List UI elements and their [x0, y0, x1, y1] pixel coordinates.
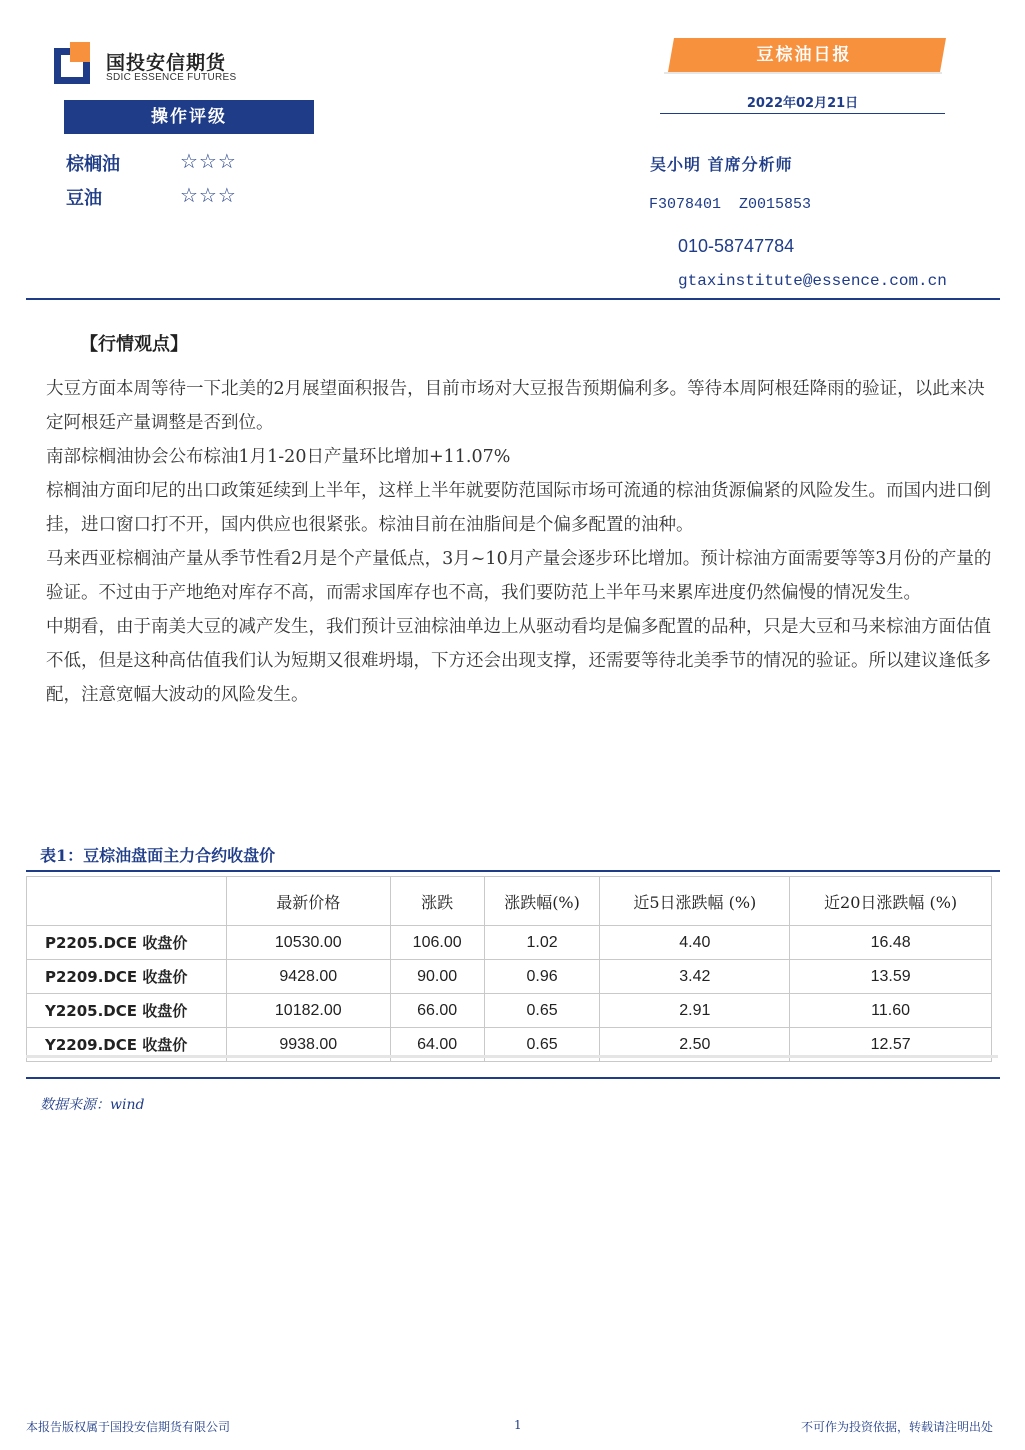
table-caption: 表1：豆棕油盘面主力合约收盘价 — [40, 846, 276, 865]
section-title: 【行情观点】 — [80, 334, 188, 355]
table-cell: 0.96 — [484, 960, 600, 994]
column-header — [27, 877, 227, 926]
price-table — [26, 876, 992, 1062]
table-cell: 10530.00 — [226, 926, 390, 960]
table-cell: 1.02 — [484, 926, 600, 960]
report-date: 2022年02月21日 — [746, 96, 859, 111]
table-cell: Y2209.DCE 收盘价 — [27, 1028, 227, 1062]
company-name-cn: 国投安信期货 — [106, 52, 227, 74]
analyst-phone: 010-58747784 — [678, 236, 795, 256]
rating-item-palm-oil: 棕榈油 — [66, 154, 120, 175]
table-cell: 64.00 — [390, 1028, 484, 1062]
table-cell: 16.48 — [790, 926, 992, 960]
table-cell: 0.65 — [484, 1028, 600, 1062]
analyst-email[interactable]: gtaxinstitute@essence.com.cn — [678, 272, 947, 290]
table-header-row — [27, 877, 992, 926]
table-cell: Y2205.DCE 收盘价 — [27, 994, 227, 1028]
date-underline — [660, 113, 945, 114]
table-cell: 11.60 — [790, 994, 992, 1028]
column-header: 涨跌 — [390, 877, 484, 926]
market-view-text — [46, 372, 996, 712]
table-cell: 12.57 — [790, 1028, 992, 1062]
table-cell: 106.00 — [390, 926, 484, 960]
table-cell: P2205.DCE 收盘价 — [27, 926, 227, 960]
company-name-en: SDIC ESSENCE FUTURES — [106, 72, 237, 83]
header-divider — [26, 298, 1000, 300]
paragraph: 大豆方面本周等待一下北美的2月展望面积报告，目前市场对大豆报告预期偏利多。等待本周阿根廷降雨的验证，以此来决定阿根廷产量调整是否到位。 — [46, 379, 985, 433]
table-cell: 9938.00 — [226, 1028, 390, 1062]
column-header: 近20日涨跌幅 (%) — [790, 877, 992, 926]
table-cell: 3.42 — [600, 960, 790, 994]
table-cell: 90.00 — [390, 960, 484, 994]
column-header: 涨跌幅(%) — [484, 877, 600, 926]
footer-copyright: 本报告版权属于国投安信期货有限公司 — [26, 1420, 231, 1434]
banner-shadow — [664, 72, 942, 74]
paragraph: 马来西亚棕榈油产量从季节性看2月是个产量低点，3月~10月产量会逐步环比增加。预计棕油方面需要等等3月份的产量的验证。不过由于产地绝对库存不高，而需求国库存也不高，我们要防范上半年马来累库进度仍然偏慢的情况发生。 — [46, 549, 992, 603]
table-row — [27, 994, 992, 1028]
table-cell: 2.50 — [600, 1028, 790, 1062]
data-source: 数据来源：wind — [40, 1097, 145, 1113]
report-title: 豆棕油日报 — [756, 45, 852, 65]
table-row — [27, 926, 992, 960]
footer-disclaimer: 不可作为投资依据，转载请注明出处 — [800, 1420, 993, 1434]
paragraph: 中期看，由于南美大豆的减产发生，我们预计豆油棕油单边上从驱动看均是偏多配置的品种，只是大豆和马来棕油方面估值不低，但是这种高估值我们认为短期又很难坍塌，下方还会出现支撑，还需要等待北美季节的情况的验证。所以建议逢低多配，注意宽幅大波动的风险发生。 — [46, 617, 991, 705]
rating-heading: 操作评级 — [64, 100, 314, 134]
table-cell: 10182.00 — [226, 994, 390, 1028]
table-top-rule — [26, 870, 1000, 872]
table-shadow — [26, 1055, 998, 1058]
column-header: 近5日涨跌幅 (%) — [600, 877, 790, 926]
table-cell: 13.59 — [790, 960, 992, 994]
column-header: 最新价格 — [226, 877, 390, 926]
table-row — [27, 960, 992, 994]
table-cell: 2.91 — [600, 994, 790, 1028]
analyst-name: 吴小明 首席分析师 — [650, 155, 793, 174]
rating-stars-soybean-oil: ☆☆☆ — [180, 183, 237, 207]
company-logo-icon — [54, 42, 96, 84]
table-cell: 0.65 — [484, 994, 600, 1028]
table-cell: P2209.DCE 收盘价 — [27, 960, 227, 994]
table-cell: 9428.00 — [226, 960, 390, 994]
table-bottom-rule — [26, 1077, 1000, 1079]
analyst-license: F3078401 Z0015853 — [649, 196, 812, 213]
page-number: 1 — [514, 1418, 522, 1432]
rating-stars-palm-oil: ☆☆☆ — [180, 149, 237, 173]
paragraph: 南部棕榈油协会公布棕油1月1-20日产量环比增加+11.07% — [46, 447, 511, 467]
paragraph: 棕榈油方面印尼的出口政策延续到上半年，这样上半年就要防范国际市场可流通的棕油货源偏紧的风险发生。而国内进口倒挂，进口窗口打不开，国内供应也很紧张。棕油目前在油脂间是个偏多配置的油种。 — [46, 481, 991, 535]
rating-item-soybean-oil: 豆油 — [66, 188, 102, 209]
table-cell: 66.00 — [390, 994, 484, 1028]
table-cell: 4.40 — [600, 926, 790, 960]
